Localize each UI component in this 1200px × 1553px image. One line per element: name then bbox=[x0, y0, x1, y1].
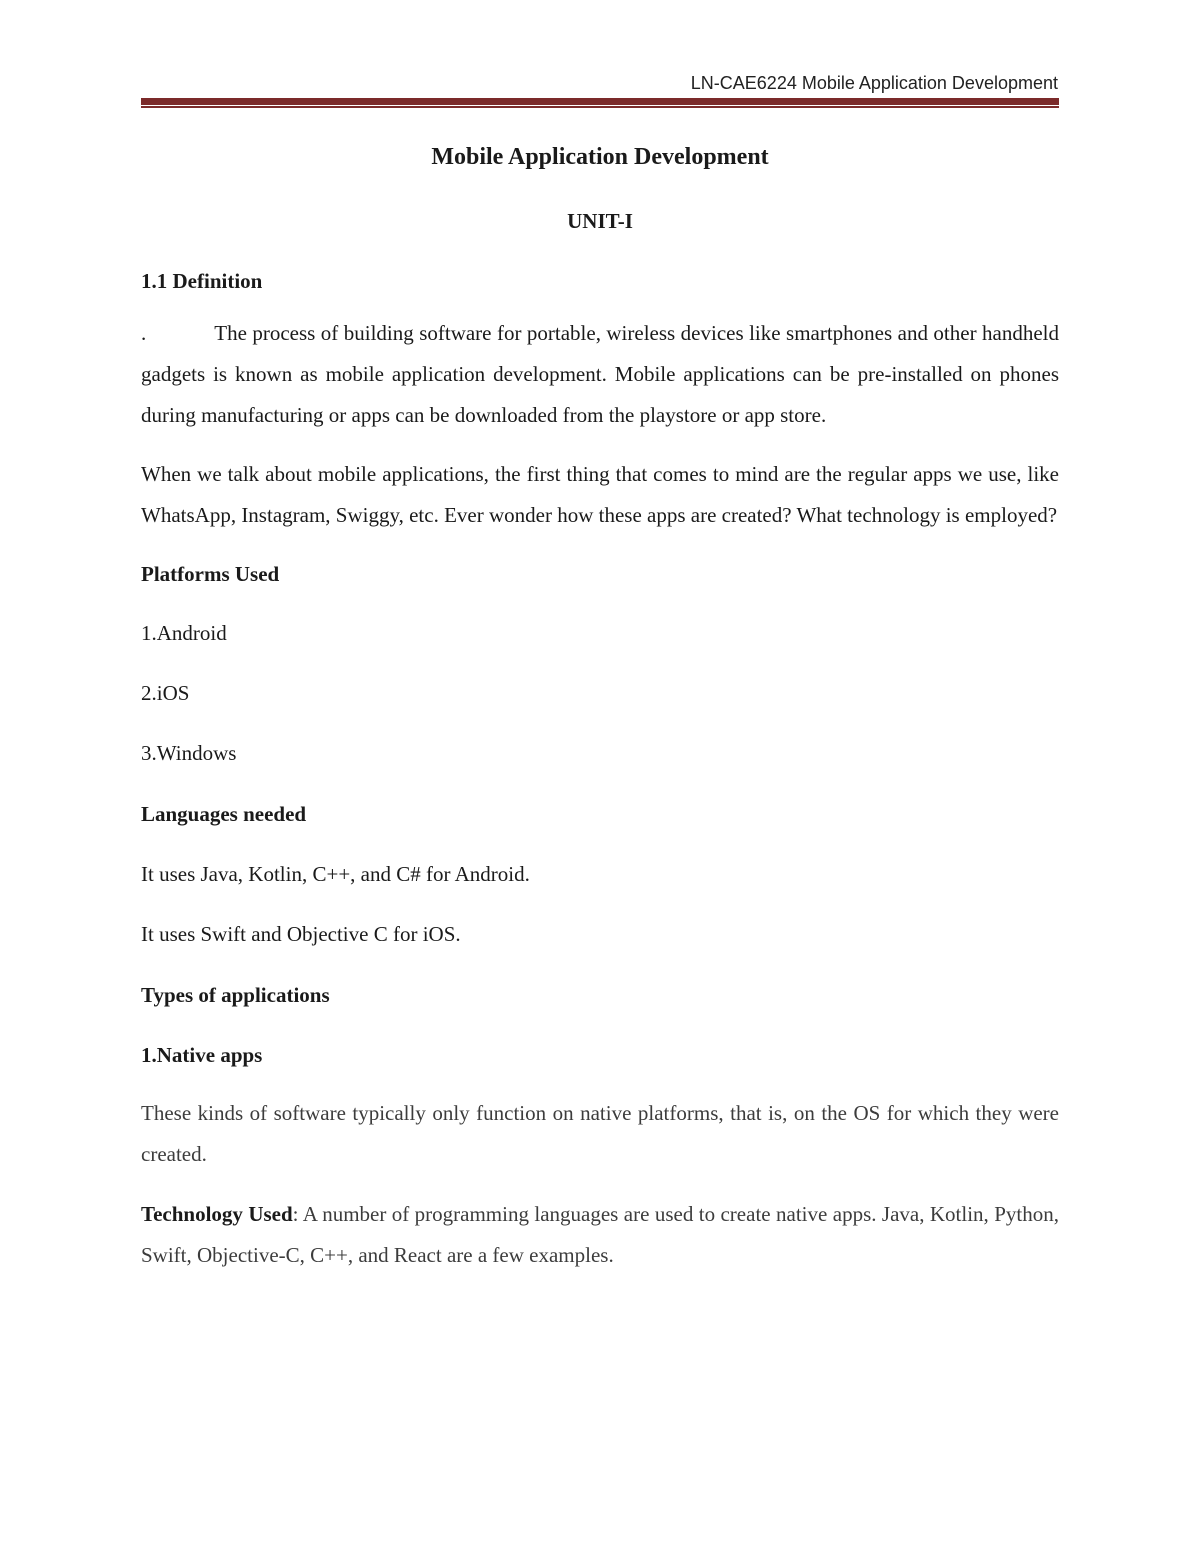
types-heading: Types of applications bbox=[141, 983, 330, 1007]
platforms-heading: Platforms Used bbox=[141, 562, 280, 586]
document-title: Mobile Application Development bbox=[431, 144, 769, 170]
intro-paragraph: When we talk about mobile applications, the first thing that comes to mind are the regular apps we use, like WhatsApp, Instagram, Swiggy, etc. Ever wonder how these apps are created? What technology is employed? bbox=[141, 462, 1059, 527]
native-paragraph: These kinds of software typically only function on native platforms, that is, on the OS for which they were created. bbox=[141, 1101, 1059, 1166]
running-header: LN-CAE6224 Mobile Application Development bbox=[690, 73, 1058, 93]
unit-heading: UNIT-I bbox=[567, 209, 633, 233]
technology-text: : A number of programming languages are used to create native apps. Java, Kotlin, Python, Swift, Objective-C, C++, and React are a few examples. bbox=[141, 1202, 1059, 1267]
document-body bbox=[141, 140, 1059, 1276]
header-rule bbox=[141, 98, 1059, 108]
technology-paragraph bbox=[141, 1194, 1059, 1276]
native-heading: 1.Native apps bbox=[141, 1043, 263, 1067]
technology-label: Technology Used bbox=[141, 1202, 293, 1226]
languages-heading: Languages needed bbox=[141, 802, 307, 826]
platform-item: 2.iOS bbox=[141, 681, 190, 705]
platform-item: 3.Windows bbox=[141, 741, 237, 765]
platform-item: 1.Android bbox=[141, 621, 227, 645]
definition-text: The process of building software for portable, wireless devices like smartphones and other handheld gadgets is known as mobile application development. Mobile applications can be pre-installed on phones during manufacturing or apps can be downloaded from the playstore or app store. bbox=[141, 321, 1059, 427]
definition-heading: 1.1 Definition bbox=[141, 269, 263, 293]
language-item: It uses Swift and Objective C for iOS. bbox=[141, 922, 461, 946]
definition-paragraph bbox=[141, 313, 1059, 436]
language-item: It uses Java, Kotlin, C++, and C# for Android. bbox=[141, 862, 530, 886]
definition-lead: . bbox=[141, 321, 147, 345]
